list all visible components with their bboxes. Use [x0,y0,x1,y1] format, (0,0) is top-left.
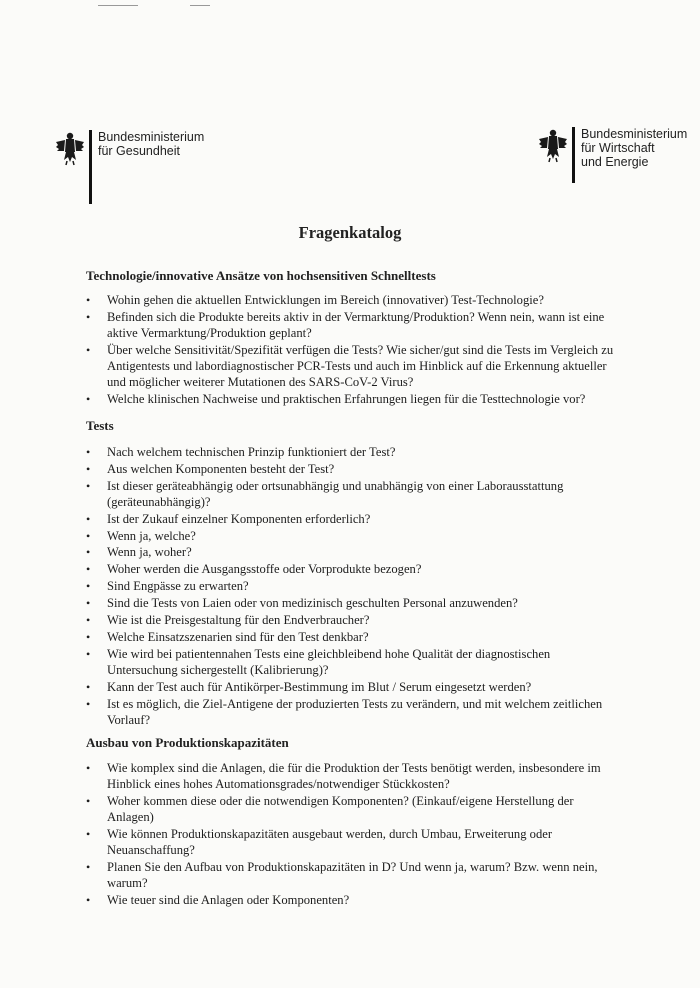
section-heading: Ausbau von Produktionskapazitäten [86,735,289,750]
question-item: • Über welche Sensitivität/Spezifität verfügen die Tests? Wie sicher/gut sind die Tests im Vergleich zu Antigentests und labordiagnostischer PCR-Tests und auch im Hinblick auf die Erkennung aktueller und möglicher weiterer Mutationen des SARS-CoV-2 Virus? [86,342,616,390]
section-produktionskapazitaeten [86,735,616,908]
bmwi-logo [538,127,687,183]
question-item: • Wie ist die Preisgestaltung für den Endverbraucher? [86,612,616,628]
question-item: • Aus welchen Komponenten besteht der Test? [86,461,616,477]
question-item: • Welche klinischen Nachweise und praktischen Erfahrungen liegen für die Testtechnologie vor? [86,391,616,407]
bmg-logo [55,130,204,204]
page-title: Fragenkatalog [298,223,402,242]
logo-line: Bundesministerium [98,130,205,144]
question-item: • Wenn ja, woher? [86,544,616,560]
question-item: • Wohin gehen die aktuellen Entwicklungen im Bereich (innovativer) Test-Technologie? [86,292,616,308]
scan-artifact [190,5,210,6]
section-heading: Tests [86,418,114,433]
logo-line: und Energie [581,155,649,169]
question-item: • Sind Engpässe zu erwarten? [86,578,616,594]
scan-artifact [98,5,138,6]
question-item: • Kann der Test auch für Antikörper-Bestimmung im Blut / Serum eingesetzt werden? [86,679,616,695]
question-item: • Welche Einsatzszenarien sind für den Test denkbar? [86,629,616,645]
question-item: • Ist dieser geräteabhängig oder ortsunabhängig und unabhängig von einer Laborausstattung (geräteunabhängig)? [86,478,616,510]
question-list [86,292,616,407]
question-item: • Wenn ja, welche? [86,528,616,544]
question-item: • Nach welchem technischen Prinzip funktioniert der Test? [86,444,616,460]
logo-divider-bar [89,130,92,204]
question-item: • Planen Sie den Aufbau von Produktionskapazitäten in D? Und wenn ja, warum? Bzw. wenn nein, warum? [86,859,616,891]
logo-line: für Wirtschaft [581,141,655,155]
question-item: • Ist der Zukauf einzelner Komponenten erforderlich? [86,511,616,527]
question-item: • Ist es möglich, die Ziel-Antigene der produzierten Tests zu verändern, und mit welchem zeitlichen Vorlauf? [86,696,616,728]
question-list [86,760,616,908]
bmwi-logo-text [581,127,687,169]
question-item: • Wie können Produktionskapazitäten ausgebaut werden, durch Umbau, Erweiterung oder Neuanschaffung? [86,826,616,858]
section-technologie [86,268,616,408]
question-item: • Wie wird bei patientennahen Tests eine gleichbleibend hohe Qualität der diagnostischen Untersuchung sichergestellt (Kalibrierung)? [86,646,616,678]
question-item: • Woher kommen diese oder die notwendigen Komponenten? (Einkauf/eigene Herstellung der Anlagen) [86,793,616,825]
bmg-logo-text [98,130,204,158]
question-item: • Wie teuer sind die Anlagen oder Komponenten? [86,892,616,908]
question-item: • Wie komplex sind die Anlagen, die für die Produktion der Tests benötigt werden, insbesondere im Hinblick eines hohes Automationsgrades/notwendiger Stückkosten? [86,760,616,792]
logo-line: für Gesundheit [98,144,180,158]
question-list [86,444,616,728]
logo-divider-bar [572,127,575,183]
section-heading: Technologie/innovative Ansätze von hochsensitiven Schnelltests [86,268,436,283]
question-item: • Woher werden die Ausgangsstoffe oder Vorprodukte bezogen? [86,561,616,577]
question-item: • Befinden sich die Produkte bereits aktiv in der Vermarktung/Produktion? Wenn nein, wann ist eine aktive Vermarktung/Produktion geplant? [86,309,616,341]
federal-eagle-icon [538,127,568,163]
question-item: • Sind die Tests von Laien oder von medizinisch geschulten Personal anzuwenden? [86,595,616,611]
federal-eagle-icon [55,130,85,166]
section-tests [86,418,616,728]
logo-line: Bundesministerium [581,127,688,141]
